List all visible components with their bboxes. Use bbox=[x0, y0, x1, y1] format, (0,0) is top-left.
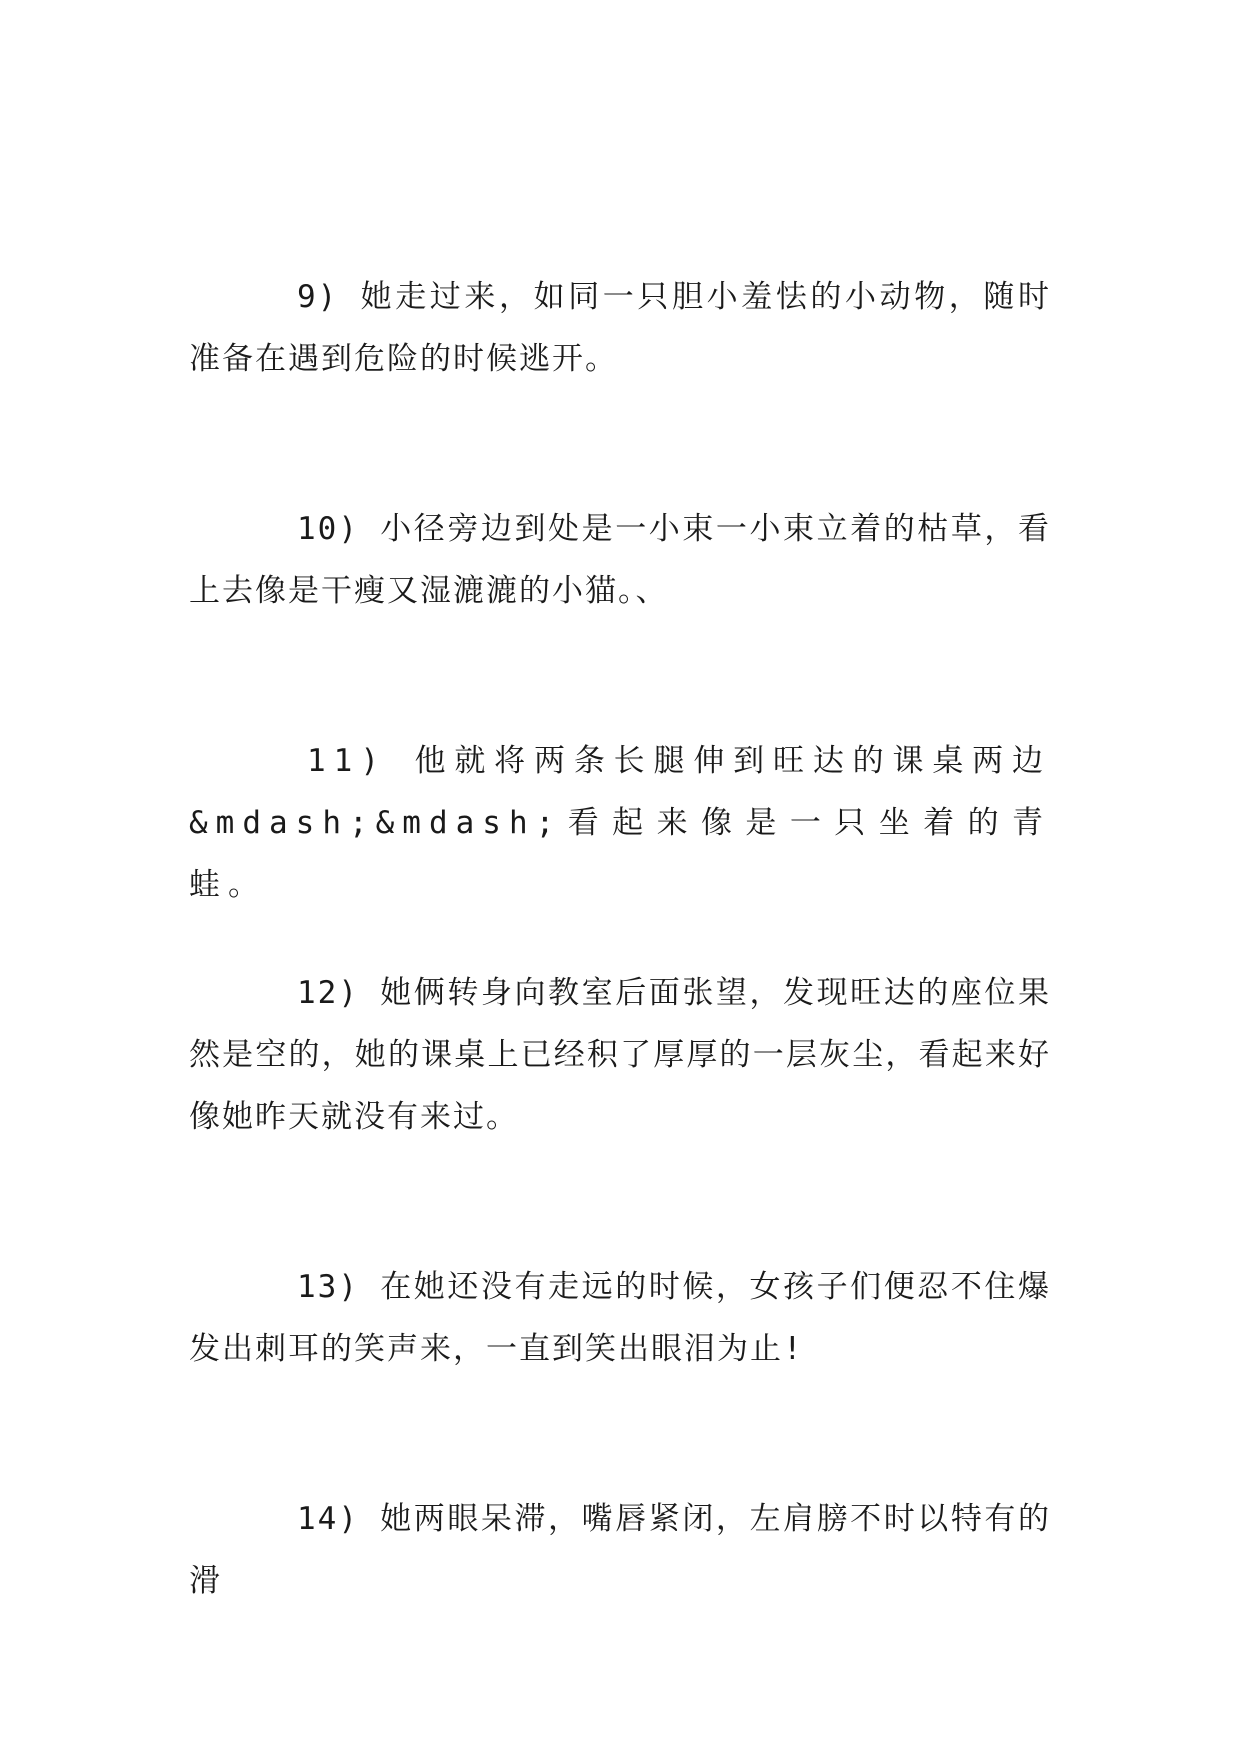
paragraph-10: 10) 小径旁边到处是一小束一小束立着的枯草，看上去像是干瘦又湿漉漉的小猫。、 bbox=[189, 511, 1051, 609]
paragraph-14: 14) 她两眼呆滞，嘴唇紧闭，左肩膀不时以特有的滑 bbox=[189, 1501, 1051, 1599]
paragraph-12: 12) 她俩转身向教室后面张望，发现旺达的座位果然是空的，她的课桌上已经积了厚厚的一层灰尘，看起来好像她昨天就没有来过。 bbox=[189, 975, 1051, 1135]
paragraph-9: 9) 她走过来，如同一只胆小羞怯的小动物，随时准备在遇到危险的时候逃开。 bbox=[189, 279, 1051, 377]
paragraph-13: 13) 在她还没有走远的时候，女孩子们便忍不住爆发出刺耳的笑声来，一直到笑出眼泪为止! bbox=[189, 1269, 1051, 1367]
paragraph-11: 11) 他就将两条长腿伸到旺达的课桌两边&mdash;&mdash;看起来像是一只坐着的青蛙。 bbox=[189, 743, 1051, 903]
